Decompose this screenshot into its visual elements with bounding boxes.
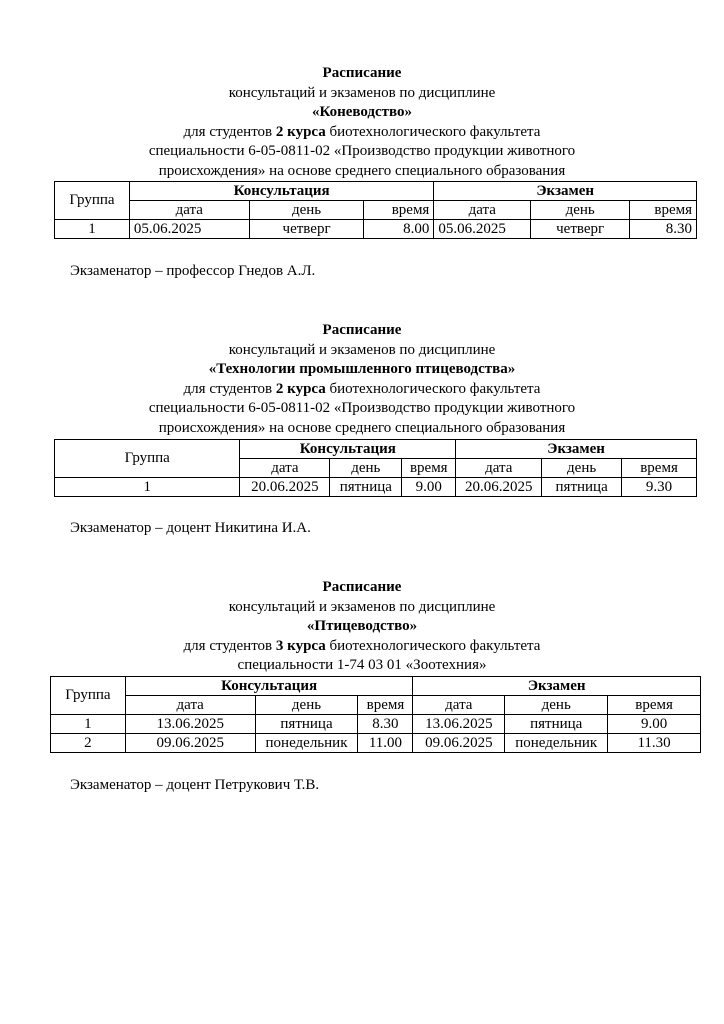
schedule-title: Расписание bbox=[322, 322, 402, 338]
cell-group: 1 bbox=[55, 220, 130, 239]
group-header: Группа bbox=[55, 440, 240, 478]
table-header-row bbox=[55, 182, 697, 201]
schedule-subtitle: консультаций и экзаменов по дисциплине bbox=[228, 341, 496, 358]
examiner-line: Экзаменатор – профессор Гнедов А.Л. bbox=[70, 263, 316, 279]
sub-header: день bbox=[249, 201, 364, 220]
sub-header: время bbox=[364, 201, 434, 220]
sub-header: день bbox=[330, 459, 402, 478]
specialty-line-1: специальности 1-74 03 01 «Зоотехния» bbox=[237, 657, 487, 674]
sub-header: дата bbox=[434, 201, 531, 220]
table-row bbox=[55, 220, 697, 239]
discipline-name: «Коневодство» bbox=[311, 104, 413, 121]
specialty-line-2: происхождения» на основе среднего специального образования bbox=[158, 162, 566, 179]
schedule-title: Расписание bbox=[322, 65, 402, 81]
schedule-3-header bbox=[0, 578, 724, 676]
sub-header: время bbox=[358, 696, 413, 715]
consultation-header: Консультация bbox=[129, 182, 433, 201]
cell-date: 05.06.2025 bbox=[129, 220, 249, 239]
group-header: Группа bbox=[55, 182, 130, 220]
cell-day: четверг bbox=[249, 220, 364, 239]
cell-date: 13.06.2025 bbox=[125, 715, 255, 734]
sub-header: время bbox=[402, 459, 456, 478]
cell-day: пятница bbox=[542, 478, 622, 497]
sub-header: дата bbox=[240, 459, 330, 478]
sub-header: дата bbox=[125, 696, 255, 715]
cell-day: пятница bbox=[505, 715, 608, 734]
cell-time: 11.00 bbox=[358, 734, 413, 753]
cell-date: 05.06.2025 bbox=[434, 220, 531, 239]
schedule-title: Расписание bbox=[322, 579, 402, 595]
cell-time: 8.30 bbox=[358, 715, 413, 734]
schedule-3-table bbox=[50, 676, 701, 753]
cell-day: пятница bbox=[255, 715, 358, 734]
sub-header: день bbox=[255, 696, 358, 715]
cell-group: 2 bbox=[51, 734, 126, 753]
cell-day: понедельник bbox=[255, 734, 358, 753]
course-line: для студентов 2 курса биотехнологического факультета bbox=[183, 123, 541, 140]
cell-time: 8.00 bbox=[364, 220, 434, 239]
sub-header: день bbox=[531, 201, 630, 220]
cell-date: 09.06.2025 bbox=[125, 734, 255, 753]
exam-header: Экзамен bbox=[456, 440, 697, 459]
sub-header: время bbox=[630, 201, 697, 220]
consultation-header: Консультация bbox=[240, 440, 456, 459]
cell-time: 9.00 bbox=[608, 715, 701, 734]
specialty-line-1: специальности 6-05-0811-02 «Производство продукции животного bbox=[148, 143, 576, 160]
table-header-row bbox=[51, 677, 701, 696]
specialty-line-2: происхождения» на основе среднего специального образования bbox=[158, 419, 566, 436]
discipline-name: «Птицеводство» bbox=[306, 618, 418, 635]
exam-header: Экзамен bbox=[413, 677, 701, 696]
course-line: для студентов 3 курса биотехнологического факультета bbox=[183, 637, 541, 654]
schedule-2-header bbox=[0, 321, 724, 439]
schedule-subtitle: консультаций и экзаменов по дисциплине bbox=[228, 84, 496, 101]
table-row bbox=[51, 715, 701, 734]
schedule-1-table bbox=[54, 181, 697, 239]
sub-header: время bbox=[622, 459, 697, 478]
cell-date: 09.06.2025 bbox=[413, 734, 505, 753]
cell-date: 20.06.2025 bbox=[456, 478, 542, 497]
table-row bbox=[51, 734, 701, 753]
consultation-header: Консультация bbox=[125, 677, 413, 696]
group-header: Группа bbox=[51, 677, 126, 715]
cell-day: четверг bbox=[531, 220, 630, 239]
examiner-line: Экзаменатор – доцент Никитина И.А. bbox=[70, 520, 311, 536]
schedule-2-table bbox=[54, 439, 697, 497]
sub-header: дата bbox=[129, 201, 249, 220]
table-row bbox=[55, 478, 697, 497]
specialty-line-1: специальности 6-05-0811-02 «Производство продукции животного bbox=[148, 400, 576, 417]
cell-time: 9.00 bbox=[402, 478, 456, 497]
schedule-subtitle: консультаций и экзаменов по дисциплине bbox=[228, 598, 496, 615]
sub-header: день bbox=[505, 696, 608, 715]
exam-header: Экзамен bbox=[434, 182, 697, 201]
cell-time: 11.30 bbox=[608, 734, 701, 753]
table-subheader-row bbox=[55, 201, 697, 220]
sub-header: дата bbox=[456, 459, 542, 478]
cell-time: 9.30 bbox=[622, 478, 697, 497]
cell-day: понедельник bbox=[505, 734, 608, 753]
cell-group: 1 bbox=[55, 478, 240, 497]
cell-date: 13.06.2025 bbox=[413, 715, 505, 734]
cell-date: 20.06.2025 bbox=[240, 478, 330, 497]
discipline-name: «Технологии промышленного птицеводства» bbox=[208, 361, 516, 378]
sub-header: время bbox=[608, 696, 701, 715]
sub-header: день bbox=[542, 459, 622, 478]
table-header-row bbox=[55, 440, 697, 459]
cell-group: 1 bbox=[51, 715, 126, 734]
sub-header: дата bbox=[413, 696, 505, 715]
course-line: для студентов 2 курса биотехнологического факультета bbox=[183, 380, 541, 397]
cell-time: 8.30 bbox=[630, 220, 697, 239]
cell-day: пятница bbox=[330, 478, 402, 497]
table-subheader-row bbox=[51, 696, 701, 715]
schedule-1-header bbox=[0, 64, 724, 182]
examiner-line: Экзаменатор – доцент Петрукович Т.В. bbox=[70, 777, 320, 793]
